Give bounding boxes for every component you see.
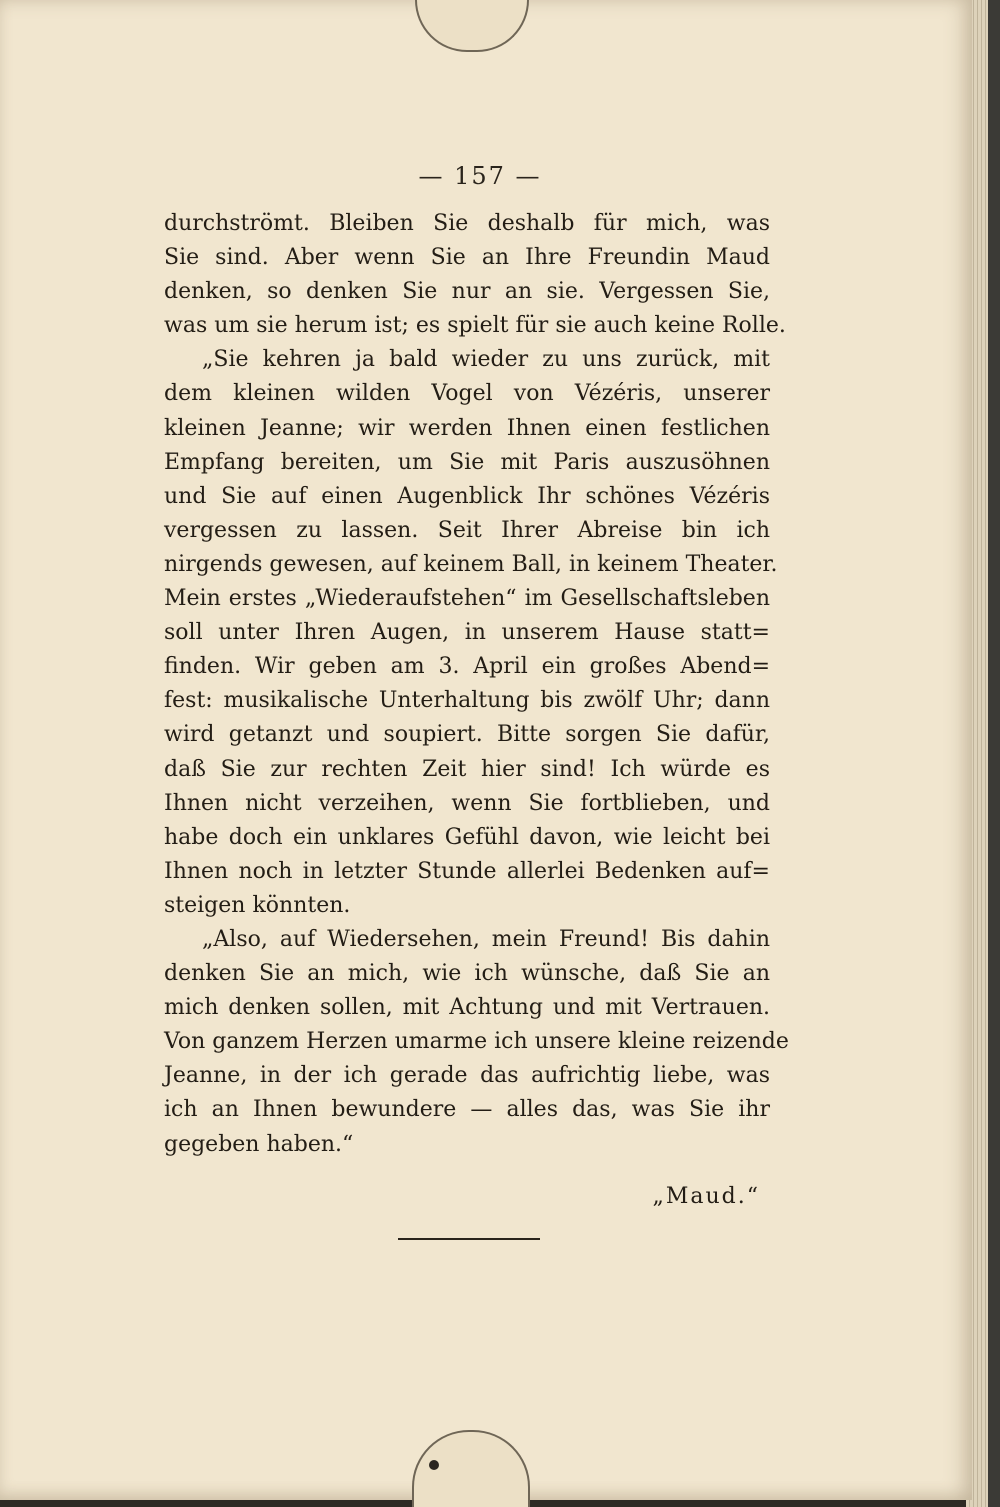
text-line: durchströmt. Bleiben Sie deshalb für mich, was [164,211,770,236]
text-line: dem kleinen wilden Vogel von Vézéris, unserer [164,381,770,407]
text-line: soll unter Ihren Augen, in unserem Hause statt= [164,620,770,646]
section-divider [398,1238,540,1240]
text-line: steigen könnten. [164,892,351,918]
body-text [164,207,789,1162]
text-line: vergessen zu lassen. Seit Ihrer Abreise bin ich [164,517,770,543]
text-line: fest: musikalische Unterhaltung bis zwölf Uhr; dann [164,688,770,714]
letter-signature: „Maud.“ [652,1184,760,1209]
text-line: Jeanne, in der ich gerade das aufrichtig liebe, was [164,1063,770,1089]
text-line: kleinen Jeanne; wir werden Ihnen einen festlichen [164,415,770,441]
text-line: Von ganzem Herzen umarme ich unsere kleine reizende [164,1029,789,1055]
text-line: denken Sie an mich, wie ich wünsche, daß Sie an [164,961,770,987]
text-line: wird getanzt und soupiert. Bitte sorgen Sie dafür, [164,722,770,748]
page-number-header: — 157 — [418,162,542,190]
text-line: was um sie herum ist; es spielt für sie auch keine Rolle. [164,313,786,339]
text-line: Ihnen nicht verzeihen, wenn Sie fortblieben, und [164,790,770,816]
text-line: Empfang bereiten, um Sie mit Paris auszusöhnen [164,449,770,475]
text-line: „Also, auf Wiedersehen, mein Freund! Bis dahin [202,926,770,952]
text-line: und Sie auf einen Augenblick Ihr schönes Vézéris [164,483,770,509]
text-line: daß Sie zur rechten Zeit hier sind! Ich würde es [164,756,770,782]
binding-edge [988,0,1000,1507]
text-line: mich denken sollen, mit Achtung und mit Vertrauen. [164,995,770,1021]
text-line: nirgends gewesen, auf keinem Ball, in keinem Theater. [164,551,778,577]
text-line: Mein erstes „Wiederaufstehen“ im Gesellschaftsleben [164,586,770,612]
text-line: Sie sind. Aber wenn Sie an Ihre Freundin Maud [164,245,770,271]
clip-rivet [429,1460,439,1470]
text-line: habe doch ein unklares Gefühl davon, wie leicht bei [164,824,770,850]
text-line: denken, so denken Sie nur an sie. Vergessen Sie, [164,279,770,305]
text-line: finden. Wir geben am 3. April ein großes Abend= [164,654,770,680]
text-line: „Sie kehren ja bald wieder zu uns zurück, mit [202,347,770,373]
text-line: ich an Ihnen bewundere — alles das, was Sie ihr [164,1097,770,1123]
page-clip-top [415,0,529,52]
text-line: gegeben haben.“ [164,1131,354,1157]
text-line: Ihnen noch in letzter Stunde allerlei Bedenken auf= [164,858,770,884]
